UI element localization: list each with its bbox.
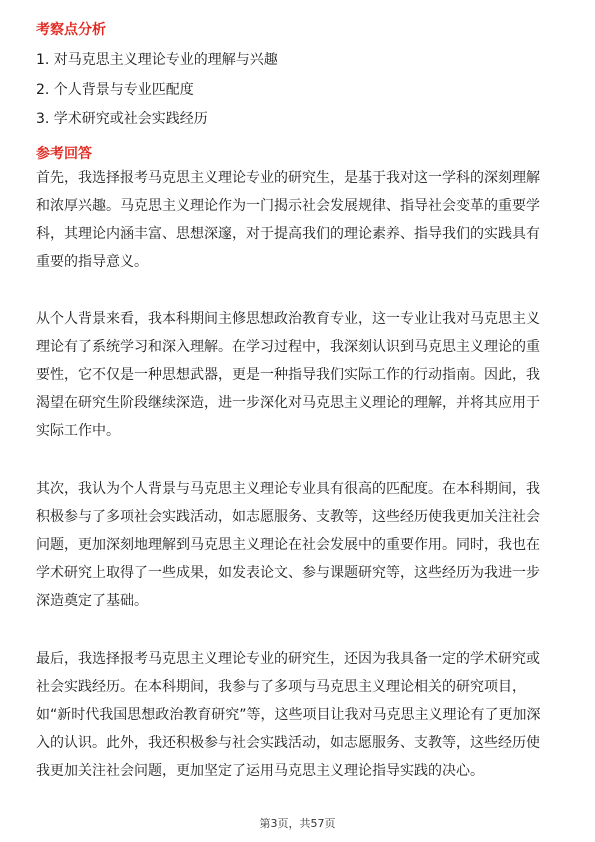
analysis-heading: 考察点分析 <box>36 22 106 38</box>
answer-heading: 参考回答 <box>36 146 92 162</box>
paragraph-line: 最后，我选择报考马克思主义理论专业的研究生，还因为我具备一定的学术研究或 <box>36 651 540 667</box>
answer-paragraph-2 <box>36 305 566 445</box>
paragraph-line: 积极参与了多项社会实践活动，如志愿服务、支教等，这些经历使我更加关注社会 <box>36 509 540 525</box>
paragraph-line: 问题，更加深刻地理解到马克思主义理论在社会发展中的重要作用。同时，我也在 <box>36 537 540 553</box>
analysis-item-3: 3. 学术研究或社会实践经历 <box>36 111 208 127</box>
paragraph-line: 如“新时代我国思想政治教育研究”等，这些项目让我对马克思主义理论有了更加深 <box>36 707 541 723</box>
analysis-item-1: 1. 对马克思主义理论专业的理解与兴趣 <box>36 52 278 68</box>
analysis-item-2: 2. 个人背景与专业匹配度 <box>36 82 194 98</box>
paragraph-line: 社会实践经历。在本科期间，我参与了多项与马克思主义理论相关的研究项目， <box>36 679 526 695</box>
paragraph-line: 科，其理论内涵丰富、思想深邃，对于提高我们的理论素养、指导我们的实践具有 <box>36 226 540 242</box>
paragraph-line: 理论有了系统学习和深入理解。在学习过程中，我深刻认识到马克思主义理论的重 <box>36 339 540 355</box>
paragraph-line: 我更加关注社会问题，更加坚定了运用马克思主义理论指导实践的决心。 <box>36 763 484 779</box>
paragraph-line: 实际工作中。 <box>36 423 120 439</box>
answer-paragraph-3 <box>36 475 566 615</box>
paragraph-line: 重要的指导意义。 <box>36 254 148 270</box>
paragraph-line: 入的认识。此外，我还积极参与社会实践活动，如志愿服务、支教等，这些经历使 <box>36 735 540 751</box>
paragraph-line: 学术研究上取得了一些成果，如发表论文、参与课题研究等，这些经历为我进一步 <box>36 565 540 581</box>
paragraph-line: 其次，我认为个人背景与马克思主义理论专业具有很高的匹配度。在本科期间，我 <box>36 481 540 497</box>
paragraph-line: 深造奠定了基础。 <box>36 593 148 609</box>
page-number: 第3页，共57页 <box>259 817 336 830</box>
paragraph-line: 要性，它不仅是一种思想武器，更是一种指导我们实际工作的行动指南。因此，我 <box>36 367 540 383</box>
answer-paragraph-1 <box>36 164 566 276</box>
answer-paragraph-4 <box>36 645 566 785</box>
paragraph-line: 渴望在研究生阶段继续深造，进一步深化对马克思主义理论的理解，并将其应用于 <box>36 395 540 411</box>
paragraph-line: 首先，我选择报考马克思主义理论专业的研究生，是基于我对这一学科的深刻理解 <box>36 170 540 186</box>
paragraph-line: 从个人背景来看，我本科期间主修思想政治教育专业，这一专业让我对马克思主义 <box>36 311 540 327</box>
paragraph-line: 和浓厚兴趣。马克思主义理论作为一门揭示社会发展规律、指导社会变革的重要学 <box>36 198 540 214</box>
